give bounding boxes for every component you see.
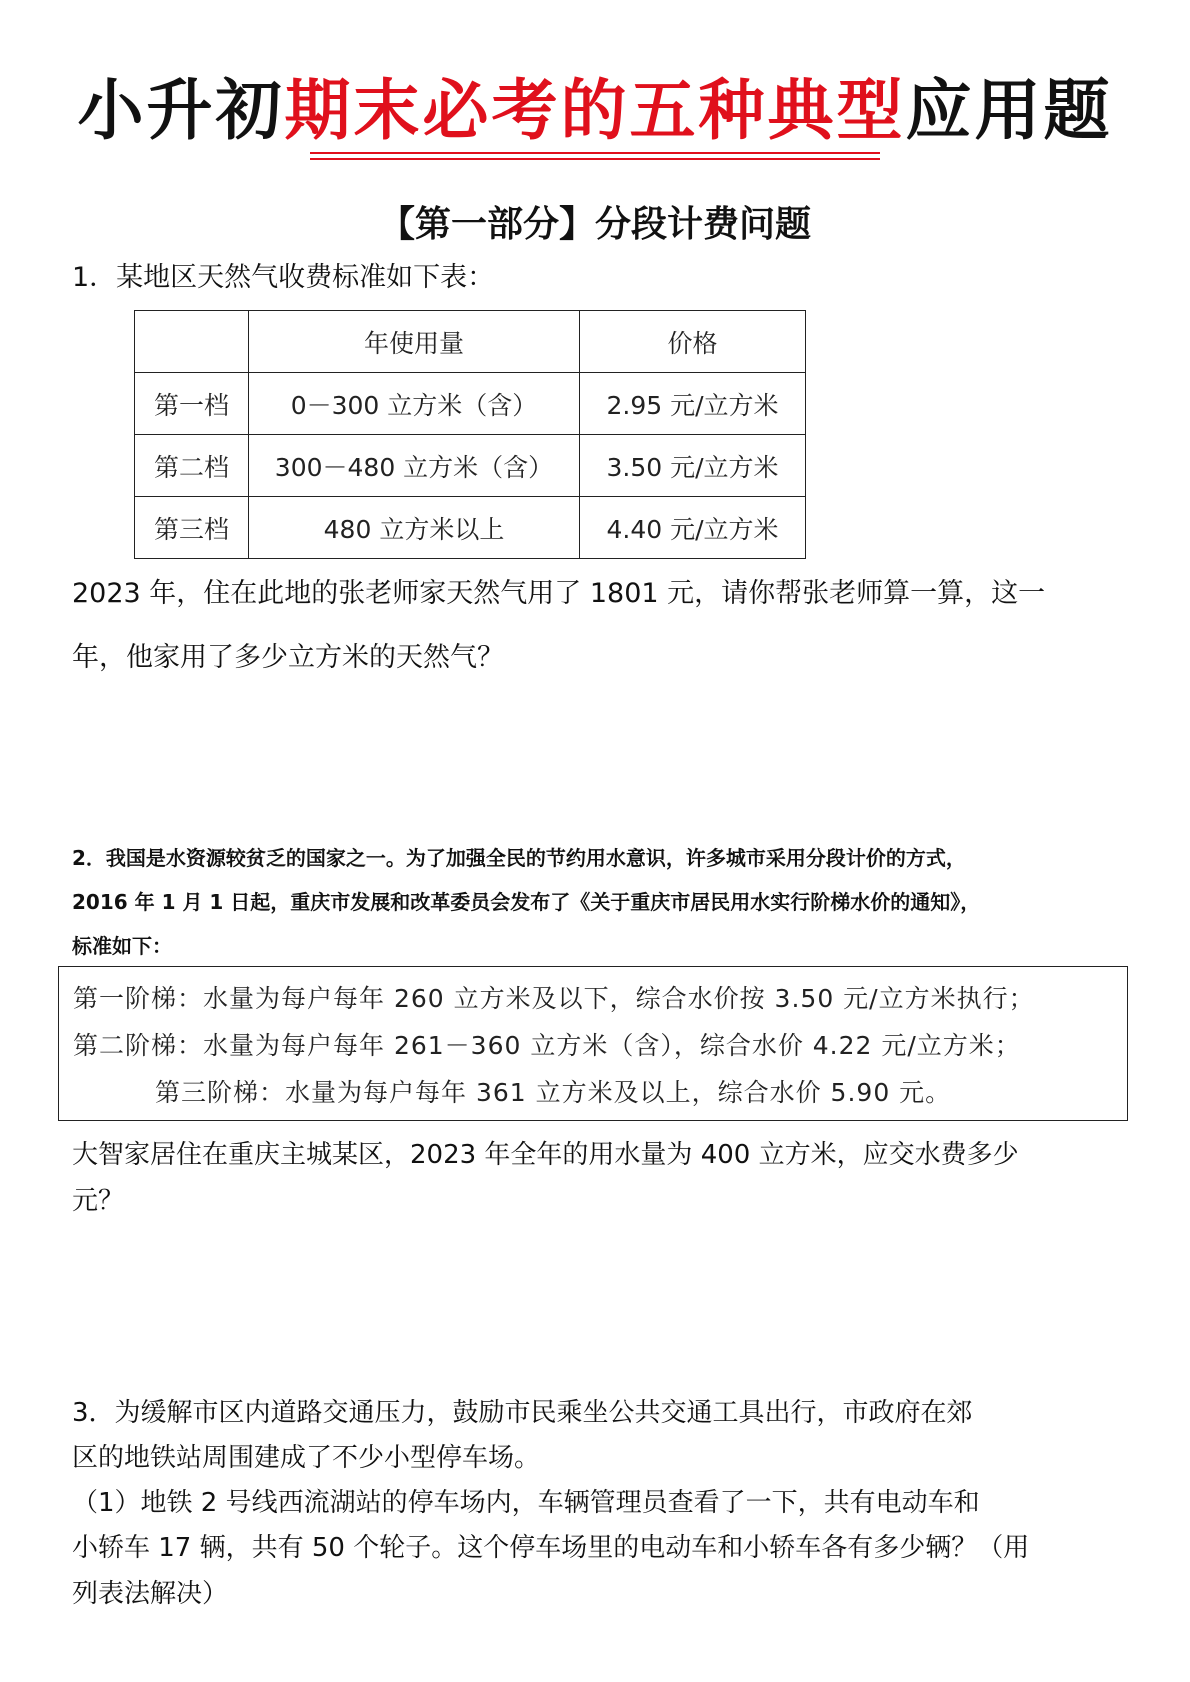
- q1-intro: 1．某地区天然气收费标准如下表：: [72, 262, 495, 293]
- table-row: [135, 435, 806, 497]
- title-double-underline: [310, 152, 880, 161]
- table-cell: 2.95 元/立方米: [580, 373, 806, 435]
- q3-subquestion-line: 列表法解决）: [72, 1579, 229, 1609]
- table-cell: 第二档: [135, 435, 249, 497]
- table-cell: 3.50 元/立方米: [580, 435, 806, 497]
- q1-question-line: 2023 年，住在此地的张老师家天然气用了 1801 元，请你帮张老师算一算，这一: [72, 578, 1046, 609]
- table-cell: 300－480 立方米（含）: [249, 435, 580, 497]
- table-cell: 第一档: [135, 373, 249, 435]
- q3-text-line: 3．为缓解市区内道路交通压力，鼓励市民乘坐公共交通工具出行，市政府在郊: [72, 1398, 973, 1428]
- table-cell: 4.40 元/立方米: [580, 497, 806, 559]
- title-text-end: 应用题: [905, 72, 1113, 149]
- gas-price-table: [134, 310, 806, 559]
- title-text-start: 小升初: [77, 72, 285, 149]
- table-row: [135, 497, 806, 559]
- table-header-cell: 价格: [580, 311, 806, 373]
- table-cell: 480 立方米以上: [249, 497, 580, 559]
- q3-subquestion-line: （1）地铁 2 号线西流湖站的停车场内，车辆管理员查看了一下，共有电动车和: [72, 1488, 980, 1518]
- table-header-row: [135, 311, 806, 373]
- q3-text-line: 区的地铁站周围建成了不少小型停车场。: [72, 1443, 541, 1473]
- rule-line: 第二阶梯：水量为每户每年 261－360 立方米（含），综合水价 4.22 元/立方米；: [73, 1031, 1021, 1060]
- table-cell: 0－300 立方米（含）: [249, 373, 580, 435]
- table-row: [135, 373, 806, 435]
- page-title: [0, 72, 1190, 149]
- water-tier-rules-box: [58, 966, 1128, 1121]
- table-cell: 第三档: [135, 497, 249, 559]
- rule-line: 第一阶梯：水量为每户每年 260 立方米及以下，综合水价按 3.50 元/立方米执行；: [73, 984, 1035, 1013]
- q2-intro-line: 2．我国是水资源较贫乏的国家之一。为了加强全民的节约用水意识，许多城市采用分段计价的方式，: [72, 846, 966, 870]
- section-heading: 【第一部分】分段计费问题: [378, 204, 811, 245]
- table-header-cell: [135, 311, 249, 373]
- q1-question-line: 年，他家用了多少立方米的天然气？: [72, 642, 504, 673]
- q3-subquestion-line: 小轿车 17 辆，共有 50 个轮子。这个停车场里的电动车和小轿车各有多少辆？（用: [72, 1533, 1030, 1563]
- rule-line: 第三阶梯：水量为每户每年 361 立方米及以上，综合水价 5.90 元。: [155, 1078, 952, 1107]
- table-header-cell: 年使用量: [249, 311, 580, 373]
- title-text-highlight: 期末必考的五种典型: [284, 72, 906, 149]
- q2-question-line: 元？: [72, 1186, 125, 1216]
- q2-question-line: 大智家居住在重庆主城某区，2023 年全年的用水量为 400 立方米，应交水费多少: [72, 1140, 1019, 1170]
- q2-intro-line: 2016 年 1 月 1 日起，重庆市发展和改革委员会发布了《关于重庆市居民用水实行阶梯水价的通知》，: [72, 890, 981, 914]
- q2-intro-line: 标准如下：: [72, 934, 172, 958]
